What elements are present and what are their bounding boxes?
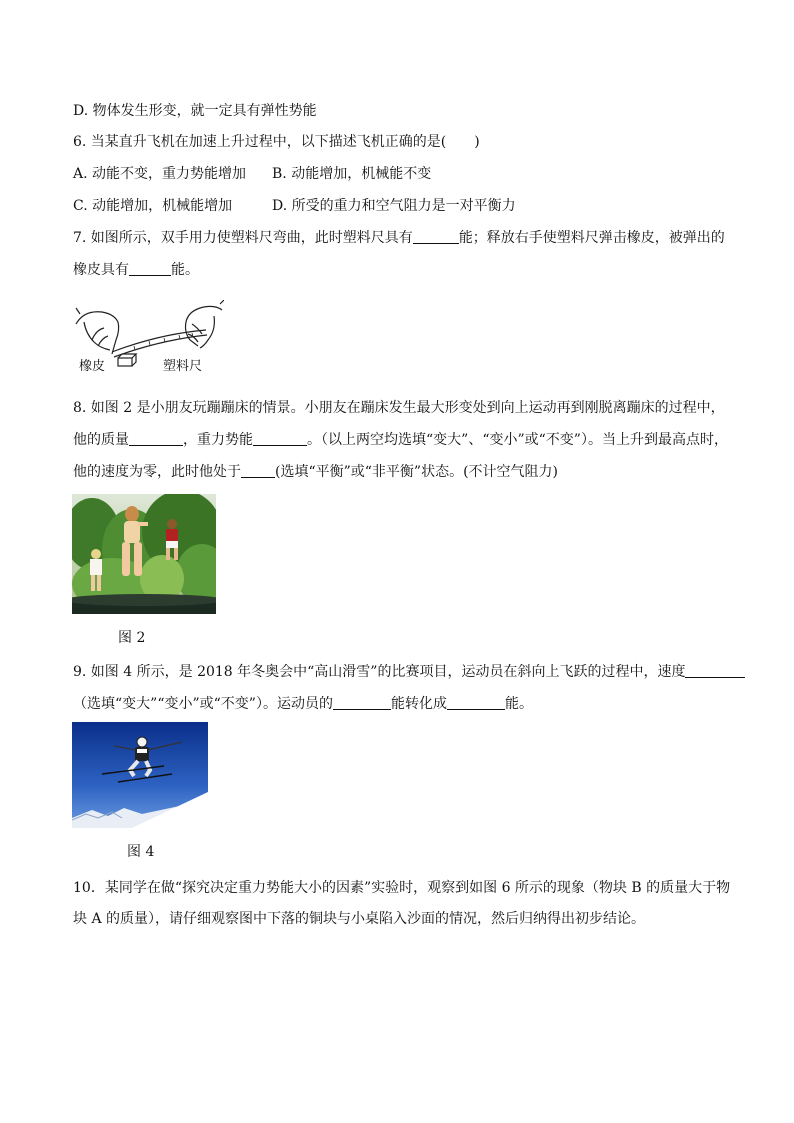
trampoline-photo: [72, 494, 216, 614]
label-eraser: 橡皮: [79, 359, 106, 374]
q7-text-4: 能。: [171, 262, 199, 278]
label-ruler: 塑料尺: [163, 359, 203, 374]
q9-line-2: [73, 694, 533, 714]
q8-blank-1: [129, 431, 183, 446]
q7-blank-1: [413, 229, 459, 244]
q9-blank-3: [447, 695, 505, 710]
q5-option-d: D. 物体发生形变，就一定具有弹性势能: [73, 103, 317, 119]
q8-text-3b: (选填“平衡”或“非平衡”状态。(不计空气阻力): [275, 464, 559, 480]
figure-4-caption: 图 4: [127, 844, 155, 860]
ski-image: [72, 722, 208, 828]
q7-blank-2: [129, 261, 171, 276]
q8-text-2a: 他的质量: [73, 432, 129, 448]
trampoline-image: [72, 494, 216, 614]
q10-line-1: 10．某同学在做“探究决定重力势能大小的因素”实验时，观察到如图 6 所示的现象（物块 B 的质量大于物: [73, 880, 731, 896]
q7-line-2: [73, 260, 199, 280]
q9-blank-1: [685, 663, 745, 678]
q6-option-b: B. 动能增加，机械能不变: [272, 166, 432, 182]
q8-line-3: [73, 462, 558, 482]
q6-option-a: A. 动能不变，重力势能增加: [73, 166, 247, 182]
ski-photo: [72, 722, 208, 828]
q9-text-2b: 能转化成: [390, 696, 447, 712]
figure-2-caption: 图 2: [118, 630, 146, 646]
q7-text-2: 能；释放右手使塑料尺弹击橡皮，被弹出的: [458, 230, 725, 246]
q8-line-2: [73, 430, 728, 450]
q6-option-c: C. 动能增加，机械能增加: [73, 198, 233, 214]
q7-text-1: 7. 如图所示，双手用力使塑料尺弯曲，此时塑料尺具有: [73, 230, 413, 246]
q10-line-2: 块 A 的质量），请仔细观察图中下落的铜块与小桌陷入沙面的情况，然后归纳得出初步结论。: [73, 911, 646, 927]
q9-text-2c: 能。: [504, 696, 533, 712]
q9-line-1: [73, 662, 745, 682]
q8-blank-2: [253, 431, 307, 446]
q8-text-2c: 。（以上两空均选填“变大”、“变小”或“不变”）。当上升到最高点时，: [307, 432, 728, 448]
q7-line-1: [73, 228, 725, 248]
q6-option-d: D. 所受的重力和空气阻力是一对平衡力: [272, 198, 516, 214]
q9-text-2a: （选填“变大”“变小”或“不变”）。运动员的: [73, 696, 333, 712]
q6-stem: 6. 当某直升飞机在加速上升过程中，以下描述飞机正确的是( ): [73, 134, 480, 150]
q9-blank-2: [333, 695, 391, 710]
q7-text-3: 橡皮具有: [73, 262, 129, 278]
q8-line-1: 8. 如图 2 是小朋友玩蹦蹦床的情景。小朋友在蹦床发生最大形变处到向上运动再到刚脱离蹦床的过程中，: [73, 400, 725, 416]
q8-text-2b: ，重力势能: [183, 432, 253, 448]
ruler-figure: [74, 300, 224, 378]
q9-text-1a: 9. 如图 4 所示，是 2018 年冬奥会中“高山滑雪”的比赛项目，运动员在斜向上飞跃的过程中，速度: [73, 664, 686, 680]
q8-text-3a: 他的速度为零，此时他处于: [73, 464, 241, 480]
q8-blank-3: [241, 463, 275, 478]
